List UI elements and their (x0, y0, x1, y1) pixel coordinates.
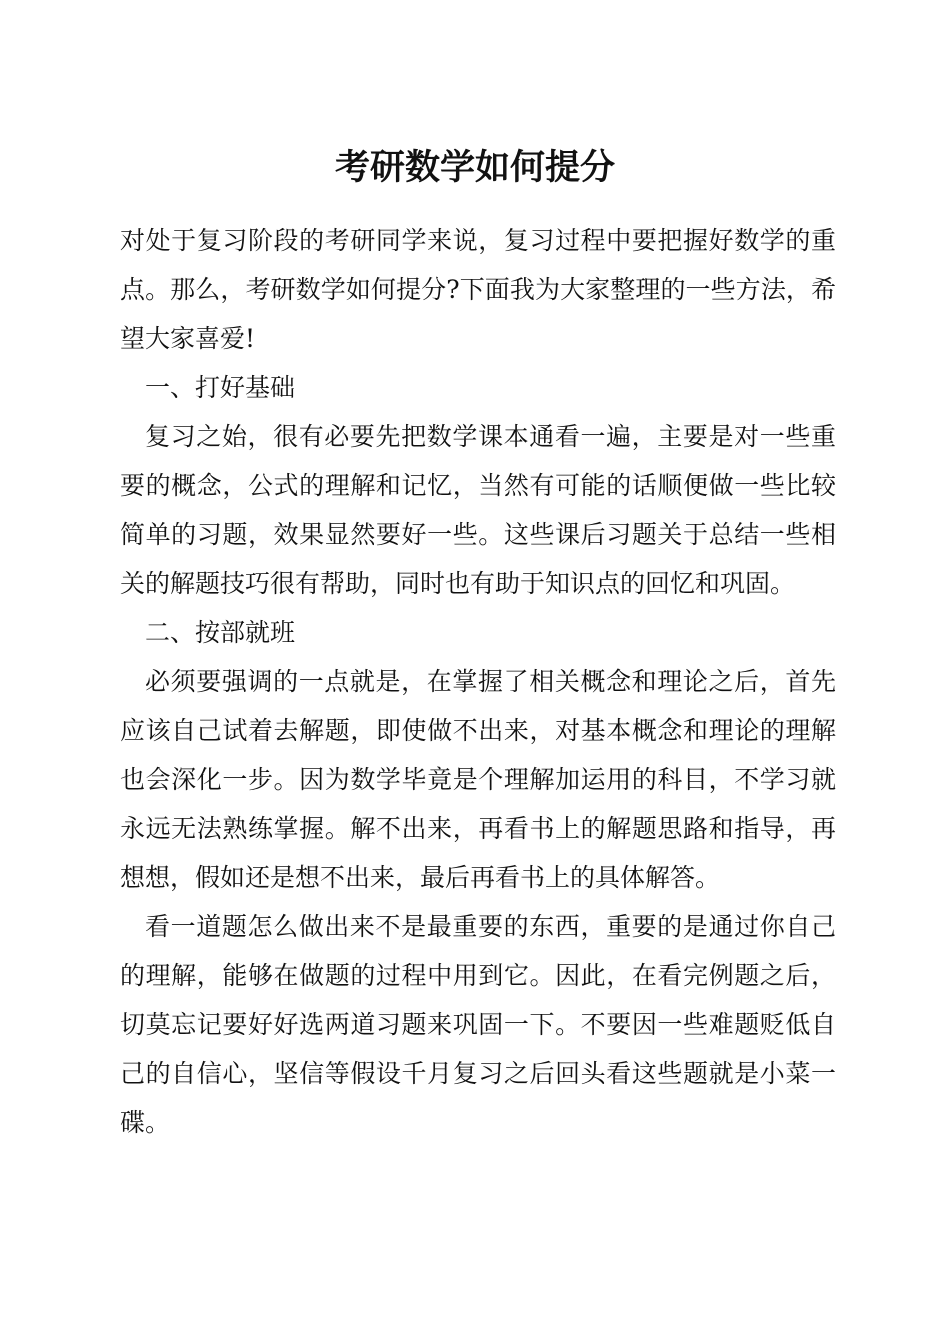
section-1-paragraph: 复习之始，很有必要先把数学课本通看一遍，主要是对一些重要的概念，公式的理解和记忆，当然有可能的话顺便做一些比较简单的习题，效果显然要好一些。这些课后习题关于总结一些相关的解题技巧很有帮助，同时也有助于知识点的回忆和巩固。 (120, 422, 836, 598)
document-body (120, 216, 836, 1147)
intro-paragraph: 对处于复习阶段的考研同学来说，复习过程中要把握好数学的重点。那么，考研数学如何提分?下面我为大家整理的一些方法，希望大家喜爱! (120, 226, 836, 353)
section-2-paragraph-2: 看一道题怎么做出来不是最重要的东西，重要的是通过你自己的理解，能够在做题的过程中用到它。因此，在看完例题之后，切莫忘记要好好选两道习题来巩固一下。不要因一些难题贬低自己的自信心，坚信等假设千月复习之后回头看这些题就是小菜一碟。 (120, 912, 836, 1137)
section-2-paragraph-1: 必须要强调的一点就是，在掌握了相关概念和理论之后，首先应该自己试着去解题，即使做不出来，对基本概念和理论的理解也会深化一步。因为数学毕竟是个理解加运用的科目，不学习就永远无法熟练掌握。解不出来，再看书上的解题思路和指导，再想想，假如还是想不出来，最后再看书上的具体解答。 (120, 667, 836, 892)
document-title: 考研数学如何提分 (334, 147, 615, 188)
section-heading-1: 一、打好基础 (145, 373, 296, 402)
section-heading-2: 二、按部就班 (145, 618, 296, 647)
